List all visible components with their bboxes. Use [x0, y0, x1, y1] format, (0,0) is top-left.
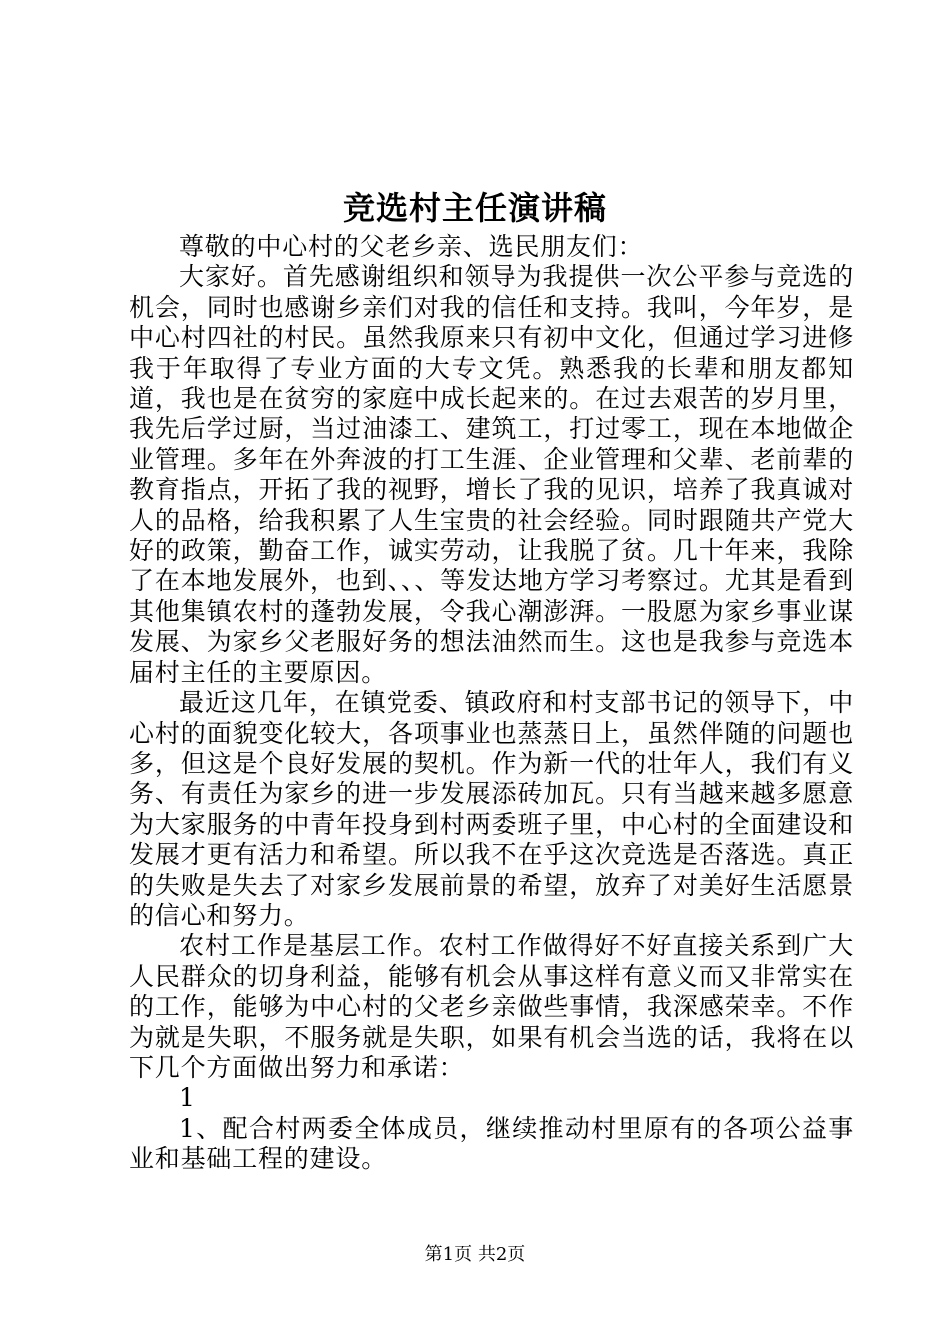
paragraph-intro: 大家好。首先感谢组织和领导为我提供一次公平参与竞选的机会，同时也感谢乡亲们对我的信任和支持。我叫，今年岁，是中心村四社的村民。虽然我原来只有初中文化，但通过学习进修我于年取得了专业方面的大专文凭。熟悉我的长辈和朋友都知道，我也是在贫穷的家庭中成长起来的。在过去艰苦的岁月里，我先后学过厨，当过油漆工、建筑工，打过零工，现在本地做企业管理。多年在外奔波的打工生涯、企业管理和父辈、老前辈的教育指点，开拓了我的视野，增长了我的见识，培养了我真诚对人的品格，给我积累了人生宝贵的社会经验。同时跟随共产党大好的政策，勤奋工作，诚实劳动，让我脱了贫。几十年来，我除了在本地发展外，也到、、、等发达地方学习考察过。尤其是看到其他集镇农村的蓬勃发展，令我心潮澎湃。一股愿为家乡事业谋发展、为家乡父老服好务的想法油然而生。这也是我参与竞选本届村主任的主要原因。: [129, 262, 854, 687]
paragraph-commitment: 农村工作是基层工作。农村工作做得好不好直接关系到广大人民群众的切身利益，能够有机会从事这样有意义而又非常实在的工作，能够为中心村的父老乡亲做些事情，我深感荣幸。不作为就是失职，不服务就是失职，如果有机会当选的话，我将在以下几个方面做出努力和承诺：: [129, 931, 854, 1082]
document-body: [129, 232, 854, 1175]
list-item-1: 1、配合村两委全体成员，继续推动村里原有的各项公益事业和基础工程的建设。: [129, 1113, 854, 1174]
page-marker: 1: [179, 1083, 196, 1113]
paragraph-development: 最近这几年，在镇党委、镇政府和村支部书记的领导下，中心村的面貌变化较大，各项事业也蒸蒸日上，虽然伴随的问题也多，但这是个良好发展的契机。作为新一代的壮年人，我们有义务、有责任为家乡的进一步发展添砖加瓦。只有当越来越多愿意为大家服务的中青年投身到村两委班子里，中心村的全面建设和发展才更有活力和希望。所以我不在乎这次竞选是否落选。真正的失败是失去了对家乡发展前景的希望，放弃了对美好生活愿景的信心和努力。: [129, 688, 854, 930]
page-footer: 第1页 共2页: [424, 1244, 526, 1265]
salutation: 尊敬的中心村的父老乡亲、选民朋友们：: [179, 232, 644, 261]
document-title: 竞选村主任演讲稿: [342, 189, 607, 227]
